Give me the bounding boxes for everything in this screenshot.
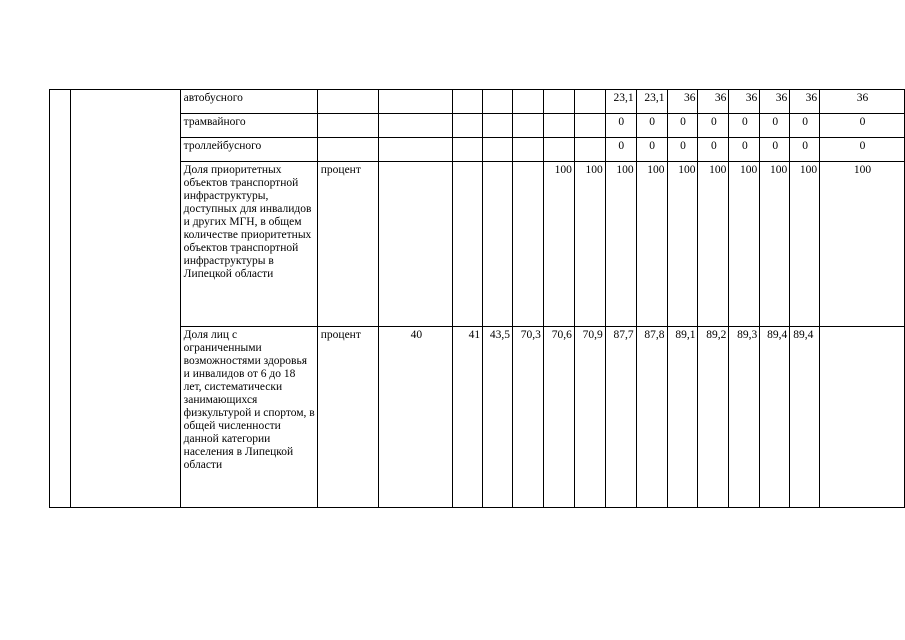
value-cell [453, 162, 483, 327]
value-cell: 100 [543, 162, 574, 327]
value-cell: 89,4 [760, 327, 790, 508]
value-cell [379, 114, 453, 138]
unit-cell [317, 90, 379, 114]
value-cell: 100 [729, 162, 760, 327]
value-cell: 0 [605, 114, 636, 138]
value-cell [453, 138, 483, 162]
value-cell: 100 [667, 162, 698, 327]
unit-cell: процент [317, 327, 379, 508]
value-cell: 0 [667, 114, 698, 138]
unit-cell [317, 138, 379, 162]
value-cell: 100 [790, 162, 820, 327]
value-cell [483, 162, 513, 327]
value-cell: 36 [760, 90, 790, 114]
value-cell: 100 [574, 162, 605, 327]
value-cell: 0 [760, 114, 790, 138]
value-cell: 0 [760, 138, 790, 162]
value-cell [543, 114, 574, 138]
value-cell [379, 138, 453, 162]
value-cell [513, 138, 544, 162]
value-cell: 70,9 [574, 327, 605, 508]
value-cell: 40 [379, 327, 453, 508]
value-cell: 89,4 [790, 327, 820, 508]
value-cell: 87,7 [605, 327, 636, 508]
value-cell: 43,5 [483, 327, 513, 508]
indicator-table [49, 89, 905, 508]
value-cell [543, 90, 574, 114]
value-cell: 0 [636, 114, 667, 138]
value-cell: 89,3 [729, 327, 760, 508]
value-cell: 100 [605, 162, 636, 327]
value-cell: 100 [636, 162, 667, 327]
number-cell [50, 90, 71, 508]
value-cell: 0 [820, 138, 905, 162]
indicator-name: Доля лиц с ограниченными возможностями здоровья и инвалидов от 6 до 18 лет, систематически занимающихся физкультурой и спортом, в общей численности данной категории населения в Липецкой области [180, 327, 317, 508]
value-cell [483, 90, 513, 114]
value-cell: 36 [698, 90, 729, 114]
value-cell [513, 114, 544, 138]
value-cell: 100 [698, 162, 729, 327]
value-cell [379, 162, 453, 327]
value-cell: 36 [667, 90, 698, 114]
value-cell: 23,1 [605, 90, 636, 114]
value-cell: 0 [636, 138, 667, 162]
value-cell [574, 90, 605, 114]
value-cell: 36 [790, 90, 820, 114]
value-cell [483, 138, 513, 162]
value-cell: 41 [453, 327, 483, 508]
indicator-name: Доля приоритетных объектов транспортной инфраструктуры, доступных для инвалидов и других МГН, в общем количестве приоритетных объектов транспортной инфраструктуры в Липецкой области [180, 162, 317, 327]
value-cell [574, 138, 605, 162]
value-cell: 89,2 [698, 327, 729, 508]
value-cell [379, 90, 453, 114]
value-cell: 0 [667, 138, 698, 162]
program-cell [70, 90, 180, 508]
value-cell [453, 90, 483, 114]
value-cell: 0 [820, 114, 905, 138]
value-cell: 0 [729, 114, 760, 138]
value-cell: 87,8 [636, 327, 667, 508]
value-cell: 89,1 [667, 327, 698, 508]
value-cell [820, 327, 905, 508]
value-cell: 100 [760, 162, 790, 327]
indicator-name: трамвайного [180, 114, 317, 138]
value-cell: 0 [605, 138, 636, 162]
value-cell: 0 [729, 138, 760, 162]
value-cell: 70,6 [543, 327, 574, 508]
value-cell [483, 114, 513, 138]
unit-cell: процент [317, 162, 379, 327]
indicator-name: автобусного [180, 90, 317, 114]
table-row [50, 90, 905, 114]
value-cell: 23,1 [636, 90, 667, 114]
value-cell [513, 162, 544, 327]
unit-cell [317, 114, 379, 138]
value-cell [453, 114, 483, 138]
value-cell: 0 [790, 114, 820, 138]
indicator-name: троллейбусного [180, 138, 317, 162]
value-cell [543, 138, 574, 162]
value-cell: 0 [698, 138, 729, 162]
value-cell: 70,3 [513, 327, 544, 508]
value-cell: 0 [790, 138, 820, 162]
value-cell: 0 [698, 114, 729, 138]
value-cell: 36 [820, 90, 905, 114]
value-cell: 36 [729, 90, 760, 114]
value-cell [513, 90, 544, 114]
value-cell [574, 114, 605, 138]
value-cell: 100 [820, 162, 905, 327]
